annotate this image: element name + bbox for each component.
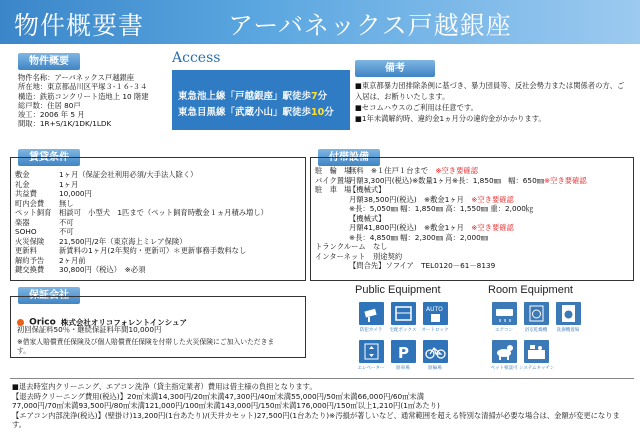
bathroom-dryer-icon: [524, 302, 549, 325]
minute-unit: 分: [317, 91, 328, 102]
document-title: 物件概要書: [14, 11, 145, 40]
station-line-1: [178, 88, 327, 102]
bicycle-parking-icon: [423, 340, 448, 363]
equipment-label: オートロック: [421, 328, 449, 333]
equipment-label: 駐輪場: [428, 366, 442, 371]
rent-key: 町内会費: [15, 198, 45, 208]
rent-key: 敷金: [15, 170, 30, 179]
facility-key: バイク置場: [315, 175, 352, 185]
rent-header: 賃貸条件: [18, 149, 80, 166]
facility-value: 【問合先】ソフイア TEL0120－61－8139: [349, 261, 496, 270]
elevator-icon: [359, 340, 384, 363]
rent-row: [15, 180, 268, 190]
vacancy-note: ※空き要確認: [428, 166, 478, 175]
facility-key: インターネット: [315, 251, 366, 261]
remarks-header: 備考: [355, 60, 435, 77]
rent-row: [15, 170, 268, 180]
rent-value: 21,500円/2年（東京海上ミレア保険）: [59, 236, 187, 246]
overview-row: 構造：鉄筋コンクリート造地上 10 階建: [18, 91, 149, 101]
vacancy-note: ※空き要確認: [463, 223, 514, 232]
overview-row: 総戸数：住居 80戸: [18, 100, 81, 110]
room-equipment-title: Room Equipment: [488, 284, 573, 296]
rent-value: 新賃料の1ヶ月(2年契約・更新可）＊更新事務手数料なし: [59, 246, 247, 255]
rent-box: [10, 157, 306, 281]
facility-row: [315, 185, 587, 195]
equipment-label: 洗濯機置場: [556, 328, 580, 333]
walk-minutes: 10: [311, 107, 325, 118]
facility-value: なし: [373, 242, 388, 251]
equipment-label: システムキッチン: [519, 366, 555, 371]
equipment-label: 浴室乾燥機: [524, 328, 548, 333]
overview-row: 物件名称：アーバネックス戸越銀座: [18, 73, 135, 82]
facility-row: [315, 176, 587, 186]
remark-item: ■東京都暴力団排除条例に基づき、暴力団員等、反社会勢力または関係者の方、ご入居は、お断りいたします。: [355, 81, 625, 101]
footer-text: [12, 382, 632, 430]
facility-value: ※長：5,050㎜ 幅：1,850㎜ 高：1,550㎜ 重：2,000㎏: [349, 204, 534, 213]
auto-lock-icon: [423, 302, 448, 325]
svg-text:AUTO: AUTO: [426, 306, 443, 313]
rent-value: 不可: [59, 217, 74, 227]
facility-row: [315, 233, 587, 243]
overview-row: 竣工：2006 年 5 月: [18, 110, 85, 120]
rent-key: 礼金: [15, 179, 30, 189]
rent-value: 10,000円: [59, 189, 92, 198]
overview-section: [18, 73, 168, 129]
guarantor-box: [10, 296, 306, 358]
guarantor-company: 株式会社オリコフォレントインシュア: [60, 318, 187, 327]
rent-value: 1ヶ月: [59, 179, 79, 189]
footer-notes: [10, 378, 634, 441]
facilities-header: 付帯設備: [318, 149, 380, 166]
rent-value: 2ヶ月前: [59, 255, 86, 265]
system-kitchen-icon: [524, 340, 549, 363]
equipment-label: 宅配ボックス: [389, 328, 417, 333]
orico-logo-text: Orico: [29, 317, 56, 328]
security-camera-icon: [359, 302, 384, 325]
footer-line: 【退去時クリーニング費用(税込)】20㎡未満14,300円/20㎡未満47,300円/40㎡未満55,000円/50㎡未満66,000円/60㎡未満: [12, 391, 425, 401]
rent-key: 更新料: [15, 246, 37, 255]
overview-row: 所在地：東京都品川区平塚３-１６-３４: [18, 82, 148, 92]
equipment-label: エアコン: [495, 328, 513, 333]
facility-value: 別途契約: [373, 251, 403, 261]
facilities-box: [310, 157, 634, 281]
facility-row: [315, 204, 587, 214]
rent-row: [15, 199, 268, 209]
rent-row: [15, 256, 268, 266]
rent-value: 無し: [59, 198, 74, 208]
walk-minutes: 7: [311, 91, 318, 102]
station-line-2: [178, 104, 334, 118]
station-text: 東急目黒線「武蔵小山」駅徒歩: [178, 107, 312, 118]
facility-value: 月額3,300円(税込)※数量1ヶ月※長：1,850㎜ 幅：650㎜: [349, 175, 545, 185]
vacancy-note: ※空き要確認: [544, 175, 587, 185]
remarks-section: [355, 80, 627, 124]
access-label: Access: [172, 50, 221, 66]
facility-row: [315, 223, 587, 233]
facility-value: 【機械式】: [349, 213, 386, 223]
public-equipment-title: Public Equipment: [355, 284, 441, 296]
footer-line: 【エアコン内部洗浄(税込)】(壁掛け)13,200円(1台あたり)/(天井カセット)27,500円(1台あたり)※汚損が著しいなど、通常範囲を超える特別な清掃が必要な場合は、金額が変更になります。: [12, 410, 620, 429]
parking-icon: [391, 340, 416, 363]
washing-machine-icon: [556, 302, 581, 325]
rent-value: 不可: [59, 227, 74, 236]
guarantor-fee: 初回保証料50％・継続保証料年間10,000円: [17, 325, 162, 334]
guarantor-header: 保証会社: [18, 287, 80, 304]
equipment-label: ペット相談可: [490, 366, 518, 371]
remark-item: ■セコムハウスのご利用は任意です。: [355, 103, 478, 112]
rent-value: 30,800円（税込） ※必須: [59, 265, 146, 274]
air-conditioner-icon: [492, 302, 517, 325]
rent-key: 火災保険: [15, 236, 45, 246]
rent-row: [15, 227, 268, 237]
station-text: 東急池上線「戸越銀座」駅徒歩: [178, 91, 312, 102]
rent-row: [15, 246, 268, 256]
equipment-label: エレベーター: [357, 366, 385, 371]
rent-key: 楽器: [15, 217, 30, 227]
rent-key: 解約予告: [15, 255, 45, 265]
rent-table: [15, 170, 268, 275]
remark-item: ■1年未満解約時、違約金1ヵ月分の違約金がかかります。: [355, 114, 546, 123]
facilities-table: [315, 166, 587, 271]
facility-row: [315, 252, 587, 262]
facility-value: 月額41,800円(税込) ※敷金1ヶ月: [349, 223, 464, 232]
overview-row: 間取：1R+S/1K/1DK/1LDK: [18, 119, 112, 129]
rent-key: SOHO: [15, 227, 37, 236]
rent-value: 相談可 小型犬 1匹まで（ペット飼育時敷金１ヵ月積み増し）: [59, 208, 268, 217]
facility-value: 月額38,500円(税込) ※敷金1ヶ月: [349, 194, 464, 204]
rent-key: 共益費: [15, 189, 37, 198]
rent-row: [15, 208, 268, 218]
facility-row: [315, 261, 587, 271]
facility-key: 駐 輪 場: [315, 166, 352, 175]
rent-key: 鍵交換費: [15, 265, 45, 274]
rent-row: [15, 218, 268, 228]
vacancy-note: ※空き要確認: [463, 194, 514, 204]
minute-unit: 分: [324, 107, 334, 118]
facility-value: 無料 ※１住戸１台まで: [349, 166, 429, 175]
footer-line: ■退去時室内クリーニング、エアコン洗浄（貸主指定業者）費用は借主様の負担となります。: [12, 382, 317, 391]
insurance-note: ※借家人賠償責任保険及び個人賠償責任保険を付帯した火災保険にご加入いただきます。: [17, 338, 275, 355]
facility-row: [315, 166, 587, 176]
facility-key: 駐 車 場: [315, 185, 352, 194]
rent-row: [15, 265, 268, 275]
rent-key: ペット飼育: [15, 208, 52, 217]
facility-value: 【機械式】: [349, 185, 386, 194]
delivery-box-icon: [391, 302, 416, 325]
rent-value: 1ヶ月（保証会社利用必須/大手法人除く）: [59, 170, 198, 179]
public-equipment-grid: [355, 300, 465, 378]
svg-text:P: P: [398, 344, 409, 362]
footer-line: 77,000円/70㎡未満93,500円/80㎡未満121,000円/100㎡未満143,000円/150㎡未満176,000円/150㎡以上1,210円(1㎡あたり): [12, 401, 440, 410]
facility-key: トランクルーム: [315, 242, 366, 251]
rent-row: [15, 237, 268, 247]
rent-row: [15, 189, 268, 199]
facility-row: [315, 242, 587, 252]
facility-value: ※長：4,850㎜ 幅：2,300㎜ 高：2,000㎜: [349, 232, 489, 242]
pet-friendly-icon: [492, 340, 517, 363]
property-title: アーバネックス戸越銀座: [228, 11, 512, 40]
overview-header: 物件概要: [18, 53, 80, 70]
equipment-label: 駐車場: [396, 366, 410, 371]
facility-row: [315, 214, 587, 224]
facility-row: [315, 195, 587, 205]
room-equipment-grid: [488, 300, 598, 378]
equipment-label: 防犯カメラ: [359, 328, 383, 333]
station-access-box: [172, 70, 350, 130]
